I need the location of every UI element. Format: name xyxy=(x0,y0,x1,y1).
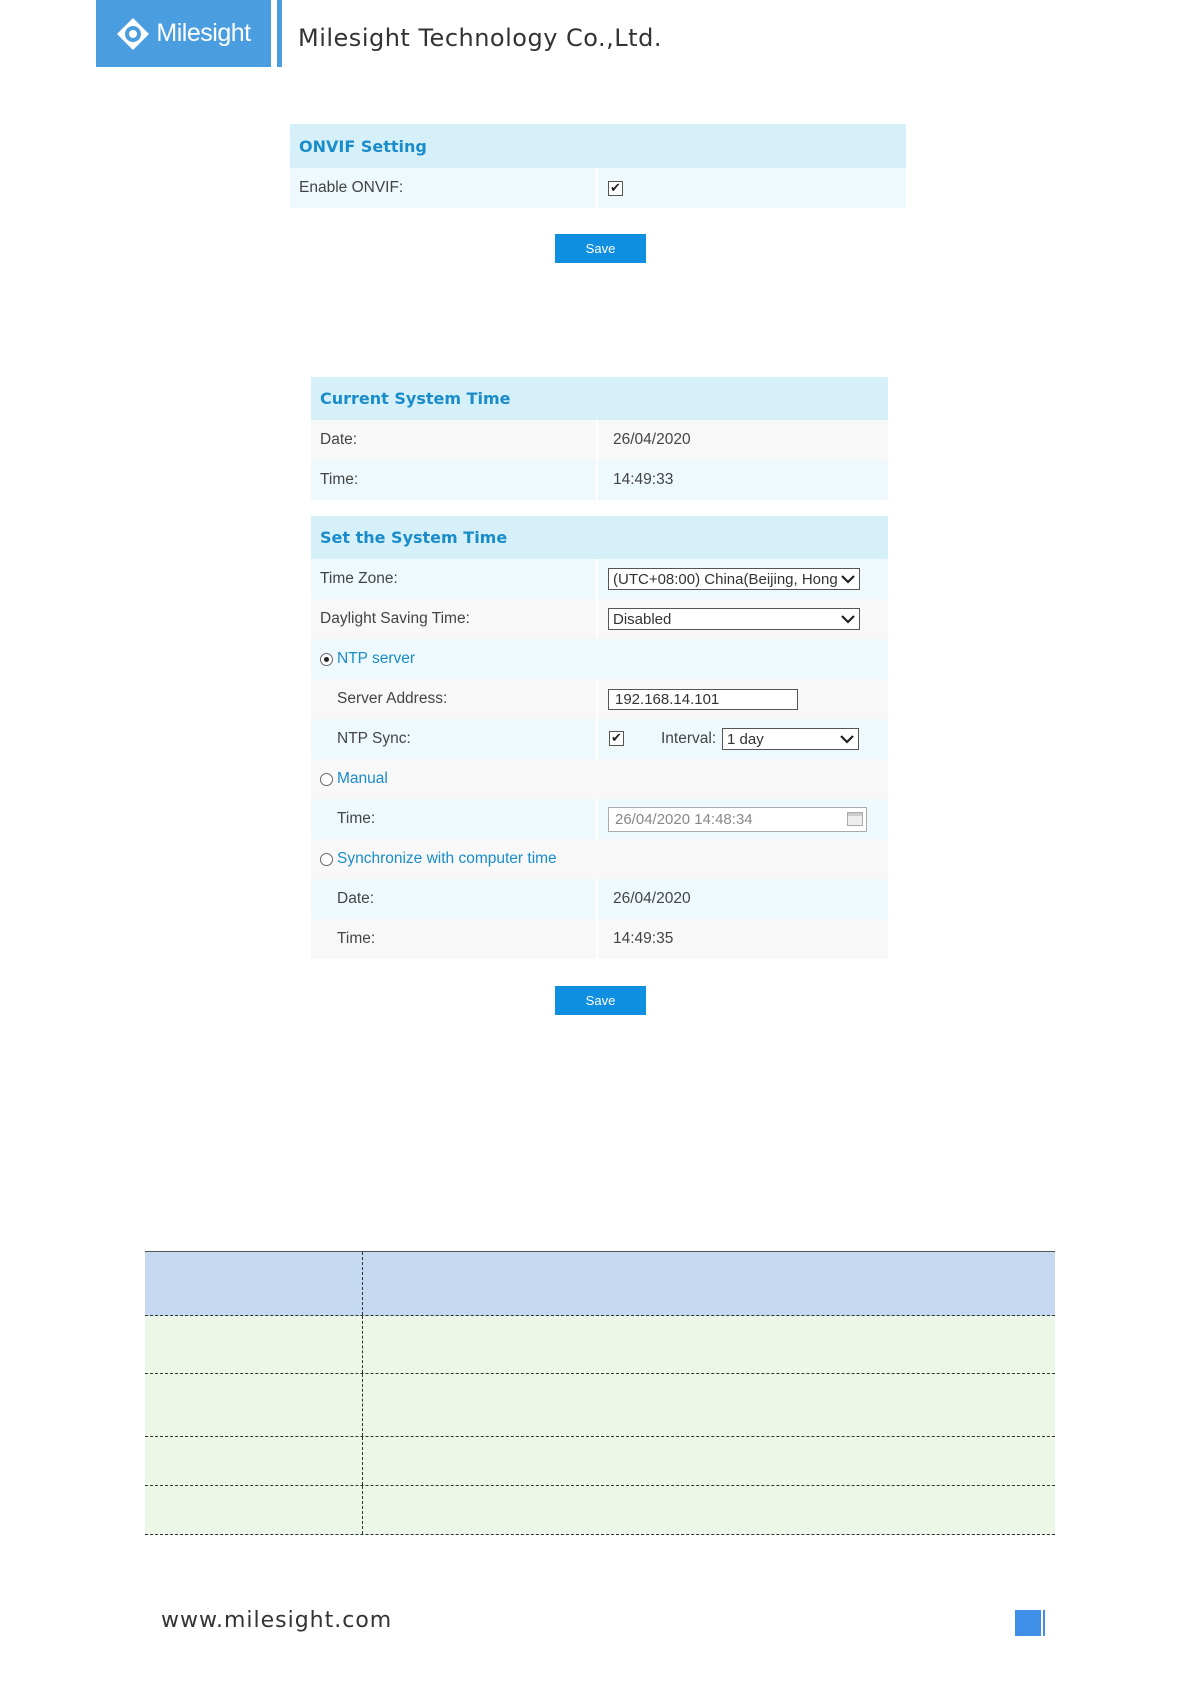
onvif-save-button[interactable]: Save xyxy=(555,234,646,263)
pc-time-value: 14:49:35 xyxy=(613,930,674,947)
server-address-value: 192.168.14.101 xyxy=(615,691,720,708)
ntp-sync-label: NTP Sync: xyxy=(337,730,411,747)
computer-sync-radio[interactable] xyxy=(320,853,333,866)
enable-onvif-label: Enable ONVIF: xyxy=(299,179,404,196)
server-address-input[interactable] xyxy=(608,689,798,710)
manual-label[interactable]: Manual xyxy=(337,770,388,787)
current-time-row xyxy=(311,460,888,500)
system-time-panel xyxy=(311,377,888,959)
enable-onvif-checkbox[interactable] xyxy=(608,181,623,196)
chevron-down-icon xyxy=(840,612,856,626)
server-address-row xyxy=(311,679,888,719)
table-header-cell xyxy=(363,1252,1055,1315)
current-time-value: 14:49:33 xyxy=(613,471,674,488)
chevron-down-icon xyxy=(840,572,856,586)
table-row xyxy=(145,1316,1055,1374)
manual-option-row xyxy=(311,759,888,799)
onvif-section-title: ONVIF Setting xyxy=(290,124,906,168)
dst-select[interactable] xyxy=(608,608,860,630)
ntp-server-label[interactable]: NTP server xyxy=(337,650,416,667)
ntp-sync-checkbox[interactable] xyxy=(609,731,624,746)
table-header-cell xyxy=(145,1252,363,1315)
ntp-option-row xyxy=(311,639,888,679)
computer-sync-label[interactable]: Synchronize with computer time xyxy=(337,850,557,867)
pc-date-value: 26/04/2020 xyxy=(613,890,691,907)
timezone-select[interactable] xyxy=(608,568,860,590)
logo-text: Milesight xyxy=(156,19,251,47)
header-divider xyxy=(277,0,282,67)
interval-select-value: 1 day xyxy=(727,730,764,748)
company-name: Milesight Technology Co.,Ltd. xyxy=(298,24,662,52)
milesight-logo xyxy=(96,0,271,67)
computer-sync-option-row xyxy=(311,839,888,879)
chevron-down-icon xyxy=(839,732,855,746)
ntp-server-radio[interactable] xyxy=(320,653,333,666)
onvif-panel xyxy=(290,124,906,208)
interval-select[interactable] xyxy=(722,728,859,750)
current-time-label: Time: xyxy=(320,471,359,488)
pc-time-row xyxy=(311,919,888,959)
manual-radio[interactable] xyxy=(320,773,333,786)
page-mark-bar xyxy=(1043,1610,1045,1636)
table-row xyxy=(145,1486,1055,1535)
pc-date-row xyxy=(311,879,888,919)
manual-time-value: 26/04/2020 14:48:34 xyxy=(615,811,753,828)
milesight-logo-icon xyxy=(116,17,150,51)
interval-label: Interval: xyxy=(661,730,717,747)
system-time-save-button[interactable]: Save xyxy=(555,986,646,1015)
calendar-icon[interactable] xyxy=(847,812,863,826)
set-time-section-title: Set the System Time xyxy=(311,516,888,559)
pc-time-label: Time: xyxy=(337,930,376,947)
dst-label: Daylight Saving Time: xyxy=(320,610,470,627)
parameter-table xyxy=(145,1251,1055,1535)
table-row xyxy=(145,1437,1055,1486)
footer-url: www.milesight.com xyxy=(161,1608,393,1633)
current-date-row xyxy=(311,420,888,460)
current-date-label: Date: xyxy=(320,431,358,448)
timezone-row xyxy=(311,559,888,599)
enable-onvif-row xyxy=(290,168,906,208)
server-address-label: Server Address: xyxy=(337,690,448,707)
current-time-section-title: Current System Time xyxy=(311,377,888,420)
manual-time-row xyxy=(311,799,888,839)
table-row xyxy=(145,1374,1055,1437)
ntp-sync-row xyxy=(311,719,888,759)
manual-time-label: Time: xyxy=(337,810,376,827)
timezone-label: Time Zone: xyxy=(320,570,398,587)
timezone-select-value: (UTC+08:00) China(Beijing, Hong xyxy=(613,570,838,588)
current-date-value: 26/04/2020 xyxy=(613,431,691,448)
dst-select-value: Disabled xyxy=(613,610,672,628)
table-header-row xyxy=(145,1251,1055,1316)
pc-date-label: Date: xyxy=(337,890,375,907)
manual-time-input[interactable] xyxy=(608,807,867,832)
page-mark xyxy=(1015,1610,1041,1636)
dst-row xyxy=(311,599,888,639)
